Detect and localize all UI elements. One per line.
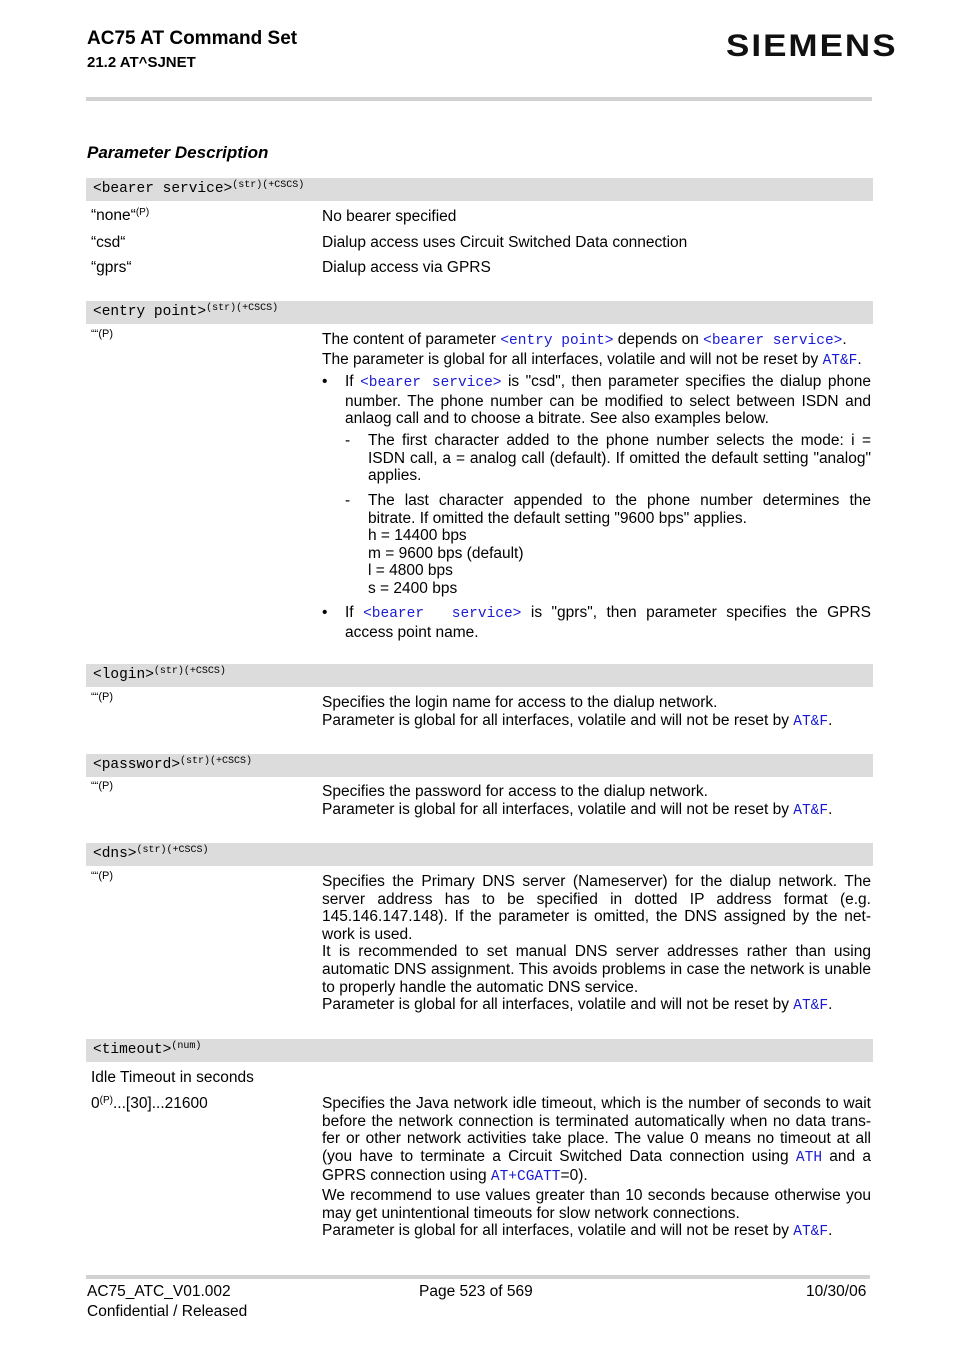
ref-entry-point-link[interactable]: <entry point> [500, 333, 614, 349]
section-title: 21.2 AT^SJNET [87, 54, 196, 71]
list-item: - The last character appended to the phone number determines the bitrate. If omitted the default setting "9600 bps" applies. h = 14400 bps m = 9600 bps (default) l = 4800 bps s = 2400 bps [345, 492, 871, 597]
param-name: <password>$^{(str)(+CSCS)}$ [93, 756, 253, 773]
param-header-bearer-service [86, 178, 873, 201]
ref-atf-link[interactable]: AT&F [793, 802, 829, 819]
ref-bearer-service-link[interactable]: <bearer service> [703, 333, 843, 349]
param-desc-entry-point: The content of parameter <entry point> depends on <bearer service>. The parameter is global for all interfaces, volatile and will not be reset by AT&F. [322, 331, 862, 369]
param-default-value: ““(P) [91, 780, 113, 792]
param-value-gprs: “gprs“ [91, 259, 132, 276]
param-desc-none: No bearer specified [322, 208, 457, 225]
ref-bearer-service-link[interactable]: <bearer service> [360, 375, 502, 391]
param-label-timeout: Idle Timeout in seconds [91, 1069, 254, 1086]
footer-status: Confidential / Released [87, 1303, 248, 1320]
param-header-password [86, 754, 873, 777]
header-divider [86, 97, 872, 101]
param-header-dns [86, 843, 873, 866]
ref-cgatt-link[interactable]: AT+CGATT [490, 1169, 561, 1186]
param-desc-dns: Specifies the Primary DNS server (Nameserver) for the dialup network. The server address has to be specified in dotted IP address format (e.g. 145.146.147.148). If the parameter is omitted, the DNS assigned by the net-work is used. It is recommended to set manual DNS server addresses rather than using automatic DNS assignment. This avoids problems in case the network is unable to properly handle the automatic DNS service. Parameter is global for all interfaces, volatile and will not be reset by AT&F. [322, 873, 871, 1015]
ref-atf-link[interactable]: AT&F [793, 713, 829, 730]
param-name: <bearer service>$^{(str)(+CSCS)}$ [93, 180, 305, 197]
parameter-description-heading: Parameter Description [87, 143, 269, 162]
param-header-entry-point [86, 301, 873, 324]
param-desc-csd: Dialup access uses Circuit Switched Data connection [322, 234, 688, 251]
param-desc-timeout: Specifies the Java network idle timeout, which is the number of seconds to wait before the network connection is terminated automatically when no data trans-fer or other network activities take place. The value 0 means no timeout at all (you have to terminate a Circuit Switched Data connection using ATH and a GPRS connection using AT+CGATT=0). We recommend to use values greater than 10 seconds because otherwise you may get unintentional timeouts for slow network connections. Parameter is global for all interfaces, volatile and will not be reset by AT&F. [322, 1095, 872, 1241]
ref-bearer-service-link[interactable]: <bearer service> [363, 606, 522, 622]
param-desc-login: Specifies the login name for access to the dialup network. Parameter is global for all interfaces, volatile and will not be reset by AT&F. [322, 694, 833, 730]
footer-doc-id: AC75_ATC_V01.002 [87, 1283, 231, 1300]
footer-page-number: Page 523 of 569 [419, 1283, 533, 1300]
param-value-none: “none“$^{(P)}$ [91, 207, 150, 224]
ref-atf-link[interactable]: AT&F [822, 352, 858, 369]
param-header-timeout [86, 1039, 873, 1062]
ref-atf-link[interactable]: AT&F [793, 998, 829, 1015]
param-desc-gprs: Dialup access via GPRS [322, 259, 491, 276]
ref-atf-link[interactable]: AT&F [793, 1224, 829, 1241]
param-desc-password: Specifies the password for access to the dialup network. Parameter is global for all interfaces, volatile and will not be reset by AT&F. [322, 783, 833, 819]
param-name: <timeout>$^{(num)}$ [93, 1041, 202, 1058]
ref-ath-link[interactable]: ATH [795, 1149, 823, 1166]
footer-date: 10/30/06 [806, 1283, 867, 1300]
param-default-value: ““(P) [91, 691, 113, 703]
param-name: <entry point>$^{(str)(+CSCS)}$ [93, 303, 279, 320]
param-value-csd: “csd“ [91, 234, 126, 251]
list-item: • If <bearer service> is "csd", then parameter specifies the dialup phone number. The phone number can be modified to select between ISDN and anlaog call and to choose a bitrate. See also examples below. [322, 373, 871, 428]
param-default-value: ““(P) [91, 870, 113, 882]
param-header-login [86, 664, 873, 687]
footer-divider [86, 1275, 870, 1279]
list-item: • If <bearer service> is "gprs", then parameter specifies the GPRS access point name. [322, 604, 871, 641]
list-item: - The first character added to the phone number selects the mode: i = ISDN call, a = analog call (default). If omitted the default setting "analog" applies. [345, 432, 871, 485]
param-default-value: ““(P) [91, 328, 113, 340]
param-range-timeout: $0^{(P)}...[30]...21600$ [91, 1095, 208, 1112]
param-name: <dns>$^{(str)(+CSCS)}$ [93, 845, 209, 862]
document-title: AC75 AT Command Set [87, 28, 298, 49]
param-name: <login>$^{(str)(+CSCS)}$ [93, 666, 226, 683]
siemens-logo: SIEMENS [726, 28, 898, 64]
